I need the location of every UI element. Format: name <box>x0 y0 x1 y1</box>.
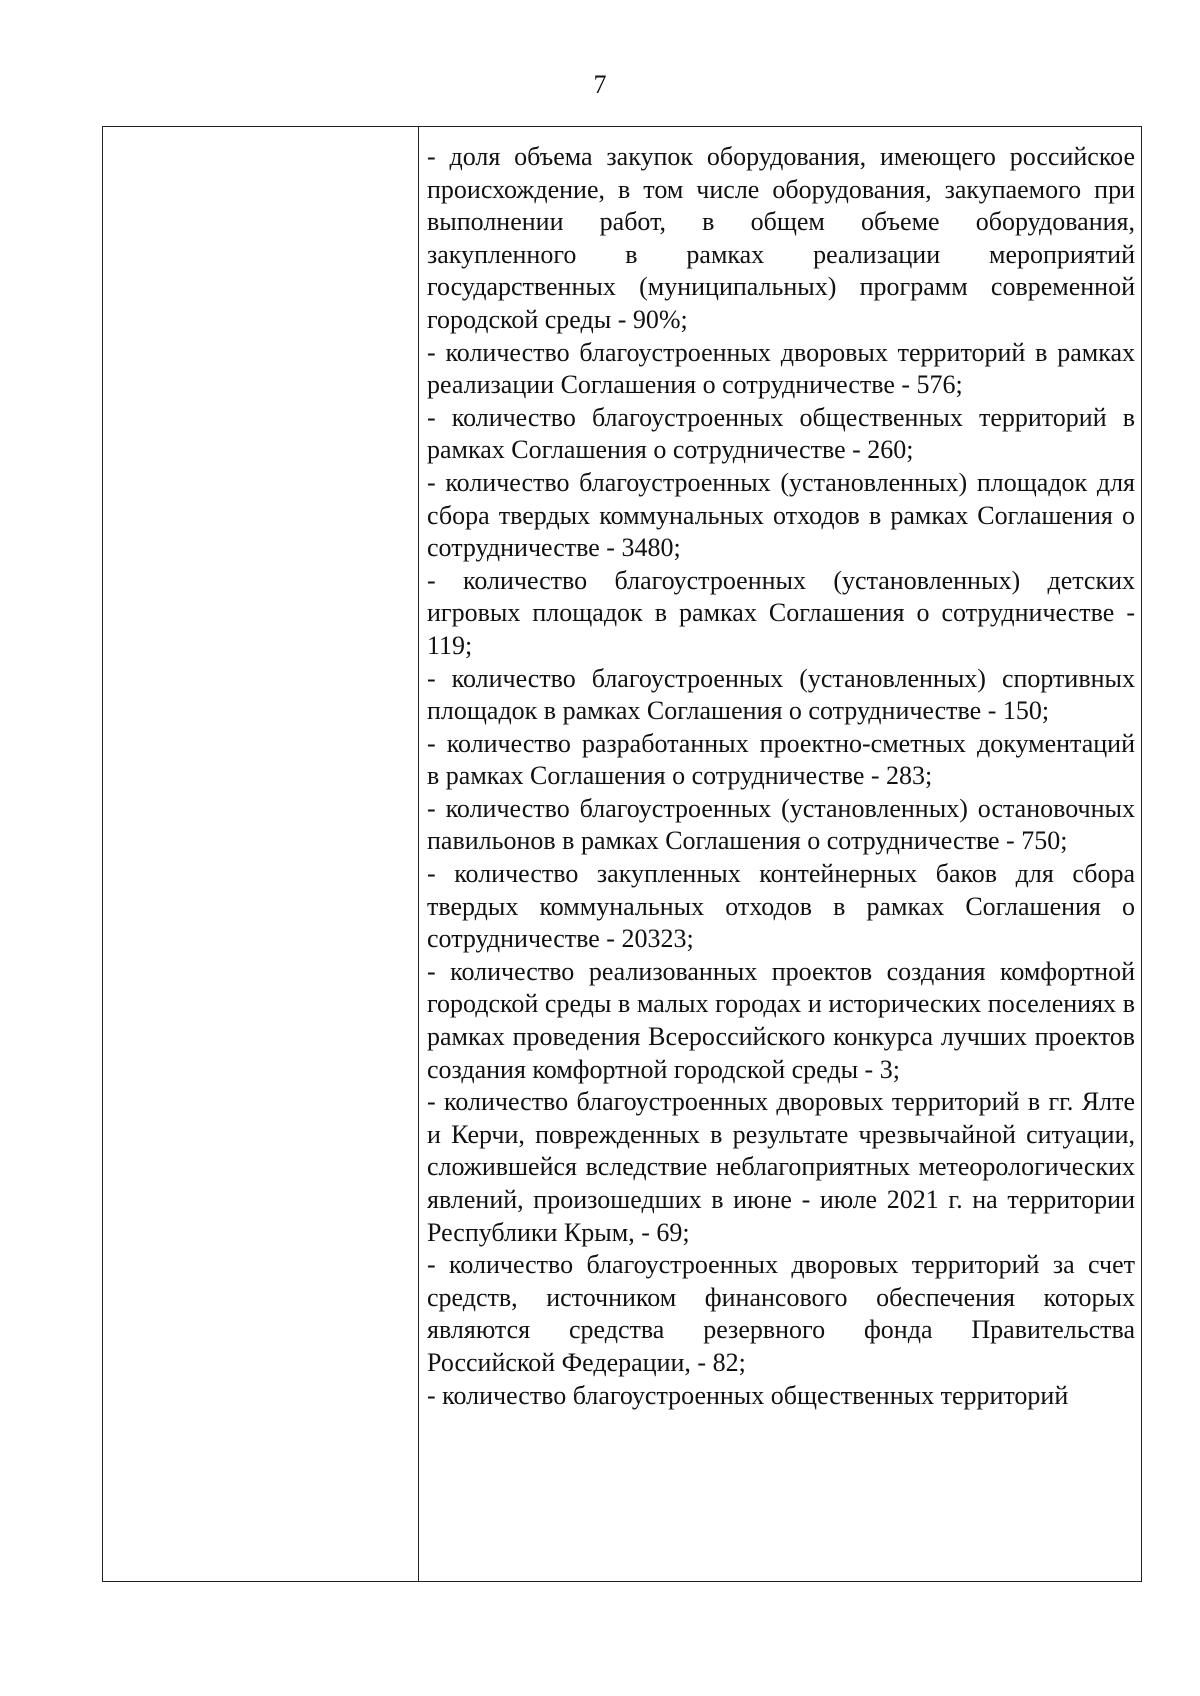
list-item: - количество благоустроенных общественных территорий <box>427 1380 1069 1410</box>
page-number: 7 <box>593 70 607 99</box>
list-item: - количество благоустроенных (установленных) детских игровых площадок в рамках Соглашения о сотрудничестве - 119; <box>427 565 1135 660</box>
list-item: - количество реализованных проектов создания комфортной городской среды в малых городах и исторических поселениях в рамках проведения Всероссийского конкурса лучших проектов создания комфортной городской среды - 3; <box>427 956 1135 1084</box>
indicators-table <box>102 126 1142 1582</box>
list-item: - количество закупленных контейнерных баков для сбора твердых коммунальных отходов в рамках Соглашения о сотрудничестве - 20323; <box>427 859 1135 954</box>
list-item: - количество благоустроенных дворовых территорий за счет средств, источником финансового обеспечения которых являются средства резервного фонда Правительства Российской Федерации, - 82; <box>427 1250 1135 1377</box>
list-item: - количество благоустроенных дворовых территорий в рамках реализации Соглашения о сотрудничестве - 576; <box>427 337 1135 400</box>
table-right-cell <box>419 127 1141 1581</box>
list-item: - количество разработанных проектно-сметных документаций в рамках Соглашения о сотрудничестве - 283; <box>427 728 1135 791</box>
list-item: - доля объема закупок оборудования, имеющего российское происхождение, в том числе оборудования, закупаемого при выполнении работ, в общем объеме оборудования, закупленного в рамках реализации мероприятий государственных (муниципальных) программ современной городской среды - 90%; <box>427 142 1135 334</box>
list-item: - количество благоустроенных (установленных) остановочных павильонов в рамках Соглашения о сотрудничестве - 750; <box>427 793 1135 856</box>
list-item: - количество благоустроенных (установленных) площадок для сбора твердых коммунальных отходов в рамках Соглашения о сотрудничестве - 3480; <box>427 467 1135 563</box>
list-item: - количество благоустроенных дворовых территорий в гг. Ялте и Керчи, поврежденных в результате чрезвычайной ситуации, сложившейся вследствие неблагоприятных метеорологических явлений, произошедших в июне - июле 2021 г. на территории Республики Крым, - 69; <box>427 1087 1135 1247</box>
table-left-cell <box>103 127 419 1581</box>
list-item: - количество благоустроенных общественных территорий в рамках Соглашения о сотрудничестве - 260; <box>427 402 1135 465</box>
list-item: - количество благоустроенных (установленных) спортивных площадок в рамках Соглашения о сотрудничестве - 150; <box>427 663 1135 726</box>
